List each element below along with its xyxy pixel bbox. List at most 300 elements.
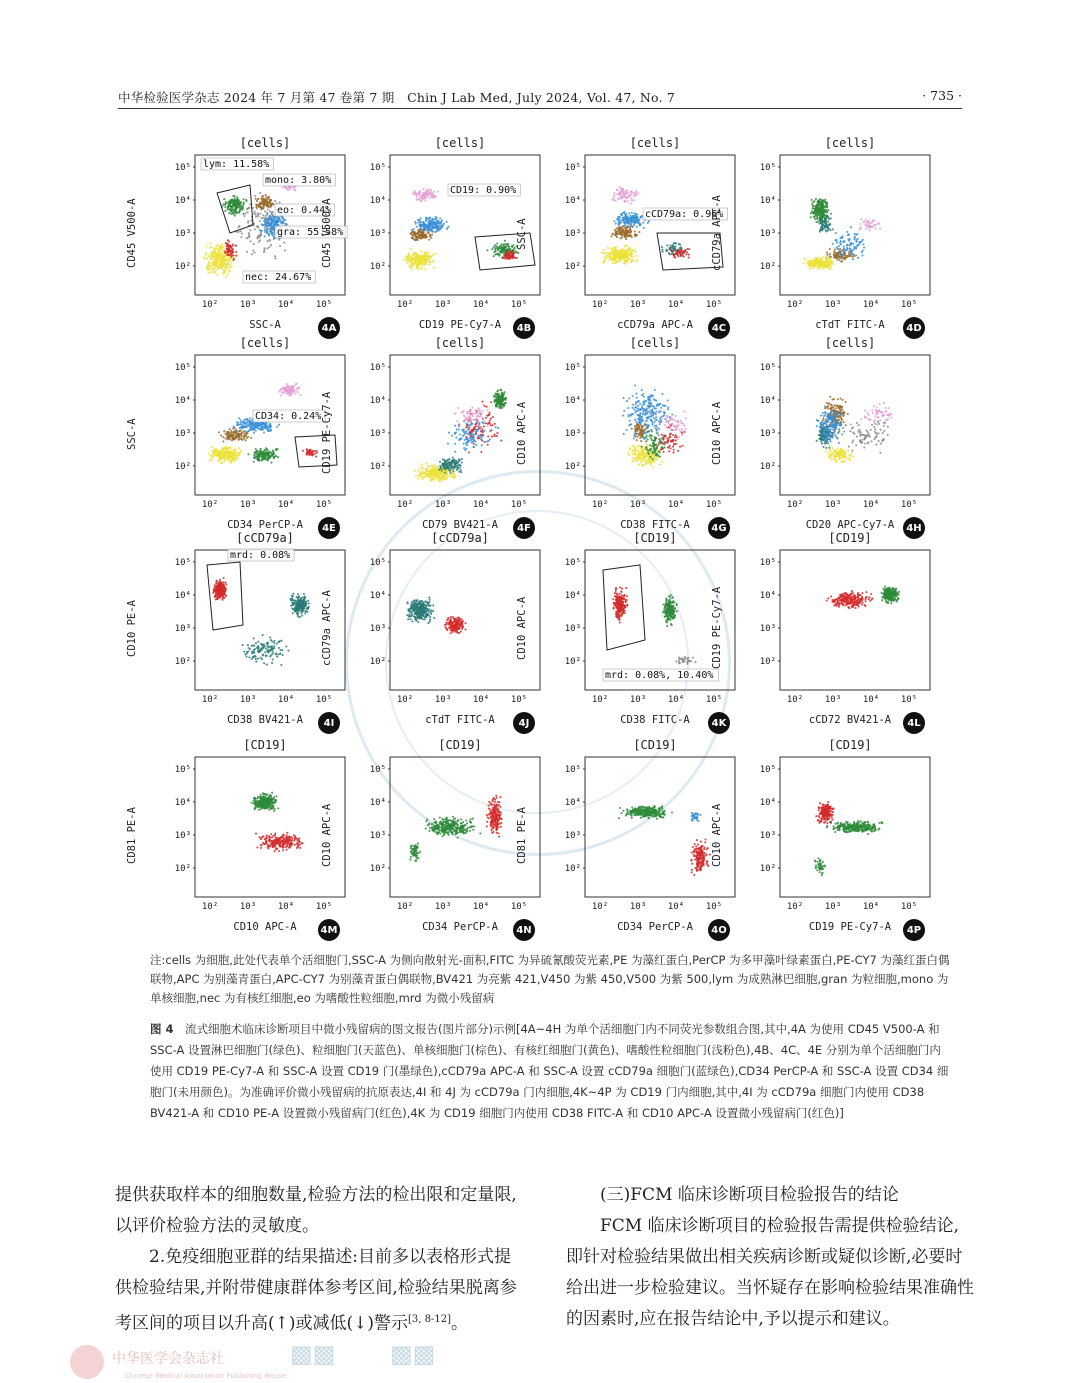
event-dot <box>506 254 508 256</box>
event-dot <box>623 233 625 235</box>
event-dot <box>228 266 230 268</box>
gate-label: nec: 24.67% <box>245 272 312 283</box>
event-dot <box>627 235 629 237</box>
event-dot <box>826 226 828 228</box>
event-dot <box>624 227 626 229</box>
event-dot <box>463 410 465 412</box>
event-dot <box>848 234 850 236</box>
event-dot <box>632 215 634 217</box>
event-dot <box>236 423 238 425</box>
event-dot <box>439 461 441 463</box>
event-dot <box>622 196 624 198</box>
event-dot <box>505 246 507 248</box>
event-dot <box>425 191 427 193</box>
event-dot <box>407 260 409 262</box>
event-dot <box>451 435 453 437</box>
x-tick-label: 10⁴ <box>277 500 295 510</box>
event-dot <box>225 201 227 203</box>
event-dot <box>825 202 827 204</box>
event-dot <box>410 248 412 250</box>
event-dot <box>274 257 276 259</box>
event-dot <box>419 260 421 262</box>
event-dot <box>285 187 287 189</box>
event-dot <box>252 423 254 425</box>
event-dot <box>857 257 859 259</box>
y-tick-label: 10⁴ <box>759 196 776 206</box>
event-dot <box>253 252 255 254</box>
event-dot <box>623 433 625 435</box>
event-dot <box>868 226 870 228</box>
event-dot <box>433 267 435 269</box>
event-dot <box>422 466 424 468</box>
event-dot <box>431 233 433 235</box>
event-dot <box>829 268 831 270</box>
event-dot <box>274 223 276 225</box>
event-dot <box>228 212 230 214</box>
event-dot <box>452 457 454 459</box>
event-dot <box>642 413 644 415</box>
event-dot <box>488 440 490 442</box>
event-dot <box>458 423 460 425</box>
event-dot <box>231 256 233 258</box>
event-dot <box>825 266 827 268</box>
event-dot <box>241 438 243 440</box>
event-dot <box>240 421 242 423</box>
event-dot <box>426 253 428 255</box>
event-dot <box>503 405 505 407</box>
event-dot <box>422 221 424 223</box>
event-dot <box>615 249 617 251</box>
event-dot <box>841 254 843 256</box>
event-dot <box>617 254 619 256</box>
event-dot <box>662 251 664 253</box>
event-dot <box>422 232 424 234</box>
event-dot <box>220 462 222 464</box>
event-dot <box>432 254 434 256</box>
event-dot <box>620 258 622 260</box>
event-dot <box>636 219 638 221</box>
event-dot <box>420 221 422 223</box>
event-dot <box>264 247 266 249</box>
event-dot <box>420 217 422 219</box>
event-dot <box>634 222 636 224</box>
event-dot <box>826 211 828 213</box>
event-dot <box>429 235 431 237</box>
event-dot <box>256 456 258 458</box>
event-dot <box>232 195 234 197</box>
event-dot <box>685 253 687 255</box>
event-dot <box>805 258 807 260</box>
event-dot <box>457 464 459 466</box>
event-dot <box>641 389 643 391</box>
event-dot <box>284 249 286 251</box>
event-dot <box>437 221 439 223</box>
event-dot <box>232 436 234 438</box>
event-dot <box>246 251 248 253</box>
event-dot <box>626 429 628 431</box>
event-dot <box>247 207 249 209</box>
event-dot <box>439 465 441 467</box>
event-dot <box>411 234 413 236</box>
event-dot <box>477 419 479 421</box>
event-dot <box>635 215 637 217</box>
event-dot <box>814 218 816 220</box>
event-dot <box>666 244 668 246</box>
event-dot <box>237 231 239 233</box>
event-dot <box>257 214 259 216</box>
event-dot <box>632 407 634 409</box>
event-dot <box>469 410 471 412</box>
event-dot <box>661 393 663 395</box>
panel-label: 4A <box>318 317 340 339</box>
event-dot <box>624 219 626 221</box>
y-tick-label: 10⁵ <box>369 163 386 173</box>
event-dot <box>626 400 628 402</box>
x-tick-label: 10⁴ <box>472 300 490 310</box>
event-dot <box>626 230 628 232</box>
event-dot <box>875 227 877 229</box>
event-dot <box>245 200 247 202</box>
event-dot <box>411 262 413 264</box>
event-dot <box>213 248 215 250</box>
event-dot <box>262 422 264 424</box>
event-dot <box>614 256 616 258</box>
event-dot <box>656 419 658 421</box>
event-dot <box>238 226 240 228</box>
event-dot <box>440 221 442 223</box>
event-dot <box>413 228 415 230</box>
event-dot <box>443 464 445 466</box>
event-dot <box>463 439 465 441</box>
event-dot <box>427 256 429 258</box>
event-dot <box>513 250 515 252</box>
event-dot <box>501 250 503 252</box>
event-dot <box>615 254 617 256</box>
event-dot <box>265 201 267 203</box>
event-dot <box>218 450 220 452</box>
event-dot <box>680 255 682 257</box>
event-dot <box>232 212 234 214</box>
event-dot <box>263 451 265 453</box>
event-dot <box>852 258 854 260</box>
event-dot <box>221 243 223 245</box>
event-dot <box>422 473 424 475</box>
event-dot <box>505 397 507 399</box>
event-dot <box>498 396 500 398</box>
event-dot <box>410 259 412 261</box>
event-dot <box>407 262 409 264</box>
y-axis-label: CD45 V500-A <box>321 198 333 268</box>
event-dot <box>647 396 649 398</box>
event-dot <box>229 438 231 440</box>
event-dot <box>488 414 490 416</box>
event-dot <box>227 433 229 435</box>
x-tick-label: 10⁵ <box>315 300 333 310</box>
event-dot <box>415 474 417 476</box>
event-dot <box>211 457 213 459</box>
event-dot <box>230 261 232 263</box>
event-dot <box>229 446 231 448</box>
event-dot <box>468 428 470 430</box>
y-tick-label: 10⁵ <box>564 163 581 173</box>
event-dot <box>617 198 619 200</box>
event-dot <box>433 227 435 229</box>
event-dot <box>816 211 818 213</box>
event-dot <box>229 204 231 206</box>
event-dot <box>438 480 440 482</box>
event-dot <box>499 247 501 249</box>
event-dot <box>405 257 407 259</box>
event-dot <box>427 465 429 467</box>
event-dot <box>242 424 244 426</box>
event-dot <box>240 433 242 435</box>
event-dot <box>879 228 881 230</box>
gate-label: cCD79a: 0.96% <box>645 209 724 220</box>
event-dot <box>815 213 817 215</box>
y-axis-label: SSC-A <box>516 218 528 250</box>
event-dot <box>859 228 861 230</box>
x-tick-label: 10² <box>396 300 414 310</box>
event-dot <box>463 419 465 421</box>
event-dot <box>268 452 270 454</box>
event-dot <box>636 221 638 223</box>
event-dot <box>461 461 463 463</box>
event-dot <box>835 232 837 234</box>
event-dot <box>630 231 632 233</box>
event-dot <box>232 254 234 256</box>
event-dot <box>262 214 264 216</box>
event-dot <box>257 198 259 200</box>
event-dot <box>244 421 246 423</box>
event-dot <box>855 247 857 249</box>
event-dot <box>649 399 651 401</box>
event-dot <box>433 194 435 196</box>
event-dot <box>683 255 685 257</box>
event-dot <box>627 221 629 223</box>
event-dot <box>836 242 838 244</box>
event-dot <box>444 471 446 473</box>
event-dot <box>481 417 483 419</box>
event-dot <box>455 437 457 439</box>
event-dot <box>428 218 430 220</box>
event-dot <box>266 240 268 242</box>
event-dot <box>217 249 219 251</box>
event-dot <box>423 188 425 190</box>
event-dot <box>842 241 844 243</box>
event-dot <box>268 246 270 248</box>
x-tick-label: 10³ <box>824 300 842 310</box>
event-dot <box>216 248 218 250</box>
event-dot <box>422 198 424 200</box>
event-dot <box>830 213 832 215</box>
event-dot <box>480 415 482 417</box>
event-dot <box>217 268 219 270</box>
event-dot <box>634 384 636 386</box>
event-dot <box>436 228 438 230</box>
event-dot <box>494 244 496 246</box>
event-dot <box>269 210 271 212</box>
event-dot <box>232 248 234 250</box>
event-dot <box>412 236 414 238</box>
event-dot <box>623 190 625 192</box>
event-dot <box>212 262 214 264</box>
event-dot <box>809 264 811 266</box>
event-dot <box>614 200 616 202</box>
event-dot <box>229 428 231 430</box>
event-dot <box>274 200 276 202</box>
y-tick-label: 10³ <box>564 229 581 239</box>
event-dot <box>492 246 494 248</box>
event-dot <box>424 234 426 236</box>
event-dot <box>261 459 263 461</box>
event-dot <box>810 216 812 218</box>
event-dot <box>468 451 470 453</box>
event-dot <box>428 197 430 199</box>
event-dot <box>452 470 454 472</box>
event-dot <box>223 260 225 262</box>
event-dot <box>244 419 246 421</box>
event-dot <box>253 461 255 463</box>
event-dot <box>608 259 610 261</box>
page-number: · 735 · <box>922 88 962 103</box>
event-dot <box>503 391 505 393</box>
event-dot <box>851 253 853 255</box>
event-dot <box>625 238 627 240</box>
event-dot <box>861 254 863 256</box>
event-dot <box>618 228 620 230</box>
event-dot <box>811 210 813 212</box>
y-tick-label: 10⁴ <box>369 396 386 406</box>
y-tick-label: 10⁵ <box>759 163 776 173</box>
event-dot <box>229 456 231 458</box>
event-dot <box>230 451 232 453</box>
event-dot <box>676 253 678 255</box>
event-dot <box>414 256 416 258</box>
event-dot <box>415 263 417 265</box>
event-dot <box>411 268 413 270</box>
event-dot <box>511 255 513 257</box>
event-dot <box>819 231 821 233</box>
event-dot <box>855 234 857 236</box>
event-dot <box>235 251 237 253</box>
event-dot <box>302 450 304 452</box>
event-dot <box>291 392 293 394</box>
event-dot <box>607 247 609 249</box>
event-dot <box>822 261 824 263</box>
event-dot <box>266 232 268 234</box>
event-dot <box>420 250 422 252</box>
event-dot <box>210 459 212 461</box>
event-dot <box>500 389 502 391</box>
event-dot <box>507 250 509 252</box>
event-dot <box>620 256 622 258</box>
event-dot <box>235 448 237 450</box>
event-dot <box>419 190 421 192</box>
event-dot <box>270 204 272 206</box>
event-dot <box>869 222 871 224</box>
event-dot <box>420 467 422 469</box>
event-dot <box>224 250 226 252</box>
y-tick-label: 10³ <box>759 229 776 239</box>
event-dot <box>472 446 474 448</box>
event-dot <box>409 266 411 268</box>
event-dot <box>638 231 640 233</box>
event-dot <box>240 230 242 232</box>
event-dot <box>814 208 816 210</box>
event-dot <box>236 196 238 198</box>
event-dot <box>479 411 481 413</box>
event-dot <box>479 409 481 411</box>
event-dot <box>449 475 451 477</box>
event-dot <box>819 198 821 200</box>
event-dot <box>218 257 220 259</box>
event-dot <box>264 458 266 460</box>
event-dot <box>233 427 235 429</box>
event-dot <box>208 261 210 263</box>
event-dot <box>830 261 832 263</box>
event-dot <box>415 252 417 254</box>
event-dot <box>655 407 657 409</box>
event-dot <box>415 236 417 238</box>
event-dot <box>629 218 631 220</box>
event-dot <box>458 458 460 460</box>
event-dot <box>404 259 406 261</box>
y-tick-label: 10⁴ <box>564 196 581 206</box>
event-dot <box>213 253 215 255</box>
event-dot <box>616 236 618 238</box>
event-dot <box>490 429 492 431</box>
event-dot <box>813 263 815 265</box>
event-dot <box>454 451 456 453</box>
event-dot <box>289 385 291 387</box>
event-dot <box>207 271 209 273</box>
event-dot <box>431 473 433 475</box>
event-dot <box>812 260 814 262</box>
x-tick-label: 10⁵ <box>510 300 528 310</box>
event-dot <box>236 458 238 460</box>
event-dot <box>480 434 482 436</box>
event-dot <box>260 232 262 234</box>
event-dot <box>480 451 482 453</box>
event-dot <box>417 193 419 195</box>
event-dot <box>671 246 673 248</box>
event-dot <box>828 218 830 220</box>
event-dot <box>873 220 875 222</box>
event-dot <box>233 454 235 456</box>
event-dot <box>478 423 480 425</box>
event-dot <box>421 254 423 256</box>
scatter-plot <box>345 340 570 515</box>
event-dot <box>492 424 494 426</box>
event-dot <box>267 225 269 227</box>
event-dot <box>241 205 243 207</box>
event-dot <box>417 478 419 480</box>
event-dot <box>237 201 239 203</box>
event-dot <box>440 225 442 227</box>
event-dot <box>484 441 486 443</box>
event-dot <box>270 218 272 220</box>
event-dot <box>820 265 822 267</box>
x-tick-label: 10³ <box>629 300 647 310</box>
event-dot <box>625 213 627 215</box>
event-dot <box>476 429 478 431</box>
event-dot <box>453 459 455 461</box>
event-dot <box>421 196 423 198</box>
event-dot <box>268 216 270 218</box>
event-dot <box>234 432 236 434</box>
event-dot <box>610 235 612 237</box>
event-dot <box>480 413 482 415</box>
